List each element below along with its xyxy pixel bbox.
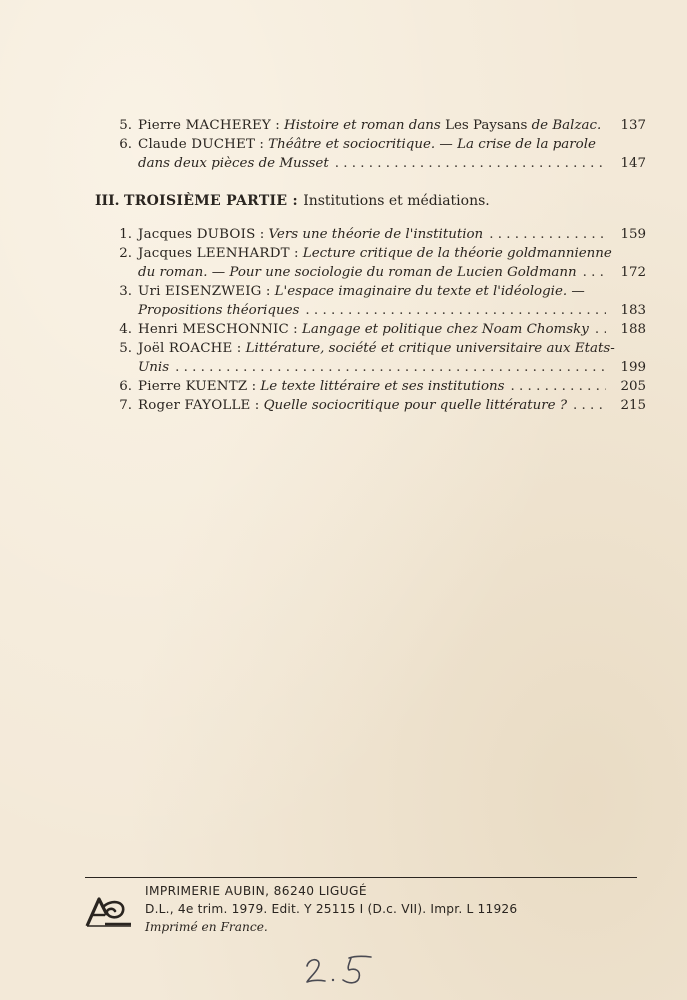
entry-page-number: 147: [620, 156, 646, 171]
entry-page-number: 183: [620, 303, 646, 318]
entry-title: Histoire et roman dans: [284, 118, 446, 133]
entry-page-number: 205: [620, 379, 646, 394]
printer-name: IMPRIMERIE AUBIN, 86240 LIGUGÉ: [145, 884, 367, 898]
toc-entry: [95, 135, 646, 173]
handwritten-note: [303, 950, 383, 990]
table-of-contents: [95, 116, 646, 415]
toc-entry: [95, 320, 646, 339]
entry-author: Henri MESCHONNIC: [138, 322, 289, 337]
entry-number: 7.: [119, 398, 132, 413]
dot-leader: [489, 225, 606, 244]
entry-title: Le texte littéraire et ses institutions: [260, 379, 505, 394]
entry-separator: :: [288, 322, 302, 337]
entry-author: Joël ROACHE: [138, 341, 233, 356]
toc-entry: [95, 282, 646, 320]
dot-leader: [583, 263, 607, 282]
entry-number: 4.: [119, 322, 132, 337]
toc-entry: [95, 225, 646, 244]
toc-entry: [95, 339, 646, 377]
entry-title: Littérature, société et critique universitaire aux Etats-: [245, 341, 615, 356]
entry-page-number: 137: [620, 118, 646, 133]
part-subtitle: Institutions et médiations.: [303, 193, 490, 209]
entry-title: Théâtre et sociocritique. — La crise de la parole: [268, 137, 596, 152]
entry-separator: :: [270, 118, 285, 133]
entry-title-continued: dans deux pièces de Musset: [138, 156, 329, 171]
entry-separator: :: [255, 227, 269, 242]
entry-title-continued: du roman. — Pour une sociologie du roman de Lucien Goldmann: [138, 265, 577, 280]
entry-page-number: 188: [620, 322, 646, 337]
colophon-rule: [85, 877, 637, 878]
entry-title: Vers une théorie de l'institution: [268, 227, 484, 242]
part-roman-numeral: III.: [95, 193, 120, 209]
entry-separator: :: [232, 341, 246, 356]
entry-page-number: 215: [620, 398, 646, 413]
entry-separator: :: [250, 398, 264, 413]
entry-title: L'espace imaginaire du texte et l'idéologie. —: [274, 284, 585, 299]
entry-title-continued: Propositions théoriques: [138, 303, 300, 318]
dot-leader: [305, 301, 606, 320]
dot-leader: [175, 358, 606, 377]
entry-separator: :: [247, 379, 261, 394]
entry-title-continued: Unis: [138, 360, 170, 375]
printed-in: Imprimé en France.: [145, 920, 268, 934]
dot-leader: [573, 396, 606, 415]
entry-separator: :: [255, 137, 269, 152]
entry-author: Pierre MACHEREY: [138, 118, 271, 133]
toc-entry: [95, 377, 646, 396]
entry-number: 1.: [119, 227, 132, 242]
entry-number: 2.: [119, 246, 132, 261]
dot-leader: [511, 377, 607, 396]
part-title: TROISIÈME PARTIE: [123, 193, 288, 209]
toc-entry: [95, 396, 646, 415]
entry-separator: :: [261, 284, 275, 299]
entry-title-upright: Les Paysans: [445, 118, 528, 133]
part-heading: [95, 191, 646, 211]
entry-title: Langage et politique chez Noam Chomsky: [301, 322, 589, 337]
entry-number: 5.: [119, 118, 132, 133]
entry-title: Lecture critique de la théorie goldmannienne: [302, 246, 612, 261]
entry-page-number: 199: [620, 360, 646, 375]
entry-page-number: 172: [620, 265, 646, 280]
entry-title: Quelle sociocritique pour quelle littérature ?: [263, 398, 568, 413]
entry-number: 6.: [119, 137, 132, 152]
entry-number: 3.: [119, 284, 132, 299]
entry-author: Jacques LEENHARDT: [138, 246, 290, 261]
entry-author: Uri EISENZWEIG: [138, 284, 262, 299]
entry-number: 5.: [119, 341, 132, 356]
entry-author: Roger FAYOLLE: [138, 398, 251, 413]
part-colon: :: [287, 193, 304, 209]
entry-author: Claude DUCHET: [138, 137, 256, 152]
dot-leader: [595, 320, 607, 339]
toc-entry: [95, 116, 646, 135]
entry-number: 6.: [119, 379, 132, 394]
legal-deposit: D.L., 4e trim. 1979. Edit. Y 25115 I (D.c. VII). Impr. L 11926: [145, 902, 518, 916]
entry-author: Pierre KUENTZ: [138, 379, 248, 394]
dot-leader: [335, 154, 607, 173]
entry-title-end: de Balzac.: [527, 118, 602, 133]
entry-author: Jacques DUBOIS: [138, 227, 256, 242]
entry-page-number: 159: [620, 227, 646, 242]
colophon: [145, 882, 517, 936]
entry-separator: :: [289, 246, 303, 261]
aubin-printer-logo-icon: [85, 893, 133, 929]
toc-entry: [95, 244, 646, 282]
